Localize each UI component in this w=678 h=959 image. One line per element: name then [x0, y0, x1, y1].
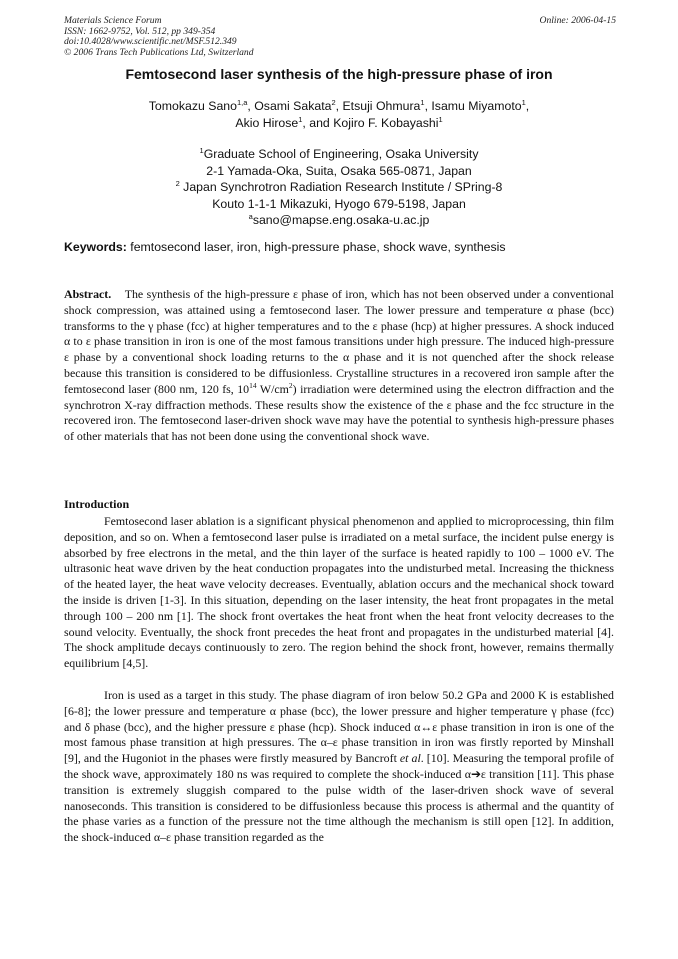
- journal-issn: ISSN: 1662-9752, Vol. 512, pp 349-354: [64, 25, 216, 37]
- abstract-sup: 2: [288, 380, 293, 390]
- abstract-text: W/cm: [256, 381, 289, 396]
- journal-doi: doi:10.4028/www.scientific.net/MSF.512.349: [64, 36, 237, 48]
- author-list: [0, 98, 678, 132]
- author-name: , and Kojiro F. Kobayashi: [302, 116, 439, 130]
- affil-text: Japan Synchrotron Radiation Research Institute / SPring-8: [179, 180, 503, 194]
- paragraph-text: Femtosecond laser ablation is a significant physical phenomenon and applied to microprocessing, thin film deposition, and so on. When a femtosecond laser pulse is irradiated on a metal surface, the incident pulse energy is absorbed by free electrons in the metal, and the thin layer of the surface is heated rapidly to 100 – 1000 eV. The ultrasonic heat wave driven by the heat conduction propagates into the undisturbed metal. Increasing the thickness of the heated layer, the heat wave velocity decreases. Eventually, ablation occurs and the mechanical shock toward the inside is driven [1-3]. In this situation, depending on the laser intensity, the heat front propagates in the metal through 100 – 200 nm [1]. The shock front overtakes the heat front when the heat front velocity decreases to the sound velocity. Eventually, the shock front precedes the heat front and propagates in the undisturbed material [4]. The shock amplitude decays continuously to zero. The region behind the shock front, however, remains thermally equilibrium [4,5].: [64, 514, 614, 671]
- corresponding-email: [0, 212, 678, 229]
- abstract: [64, 287, 617, 445]
- paper-title: Femtosecond laser synthesis of the high-pressure phase of iron: [125, 66, 553, 82]
- affiliations: [0, 146, 678, 229]
- abstract-sup: 14: [249, 380, 257, 390]
- abstract-label: Abstract.: [64, 287, 112, 301]
- author-affil-mark: 1: [438, 115, 443, 124]
- affil-text: Graduate School of Engineering, Osaka University: [203, 147, 479, 161]
- author-affil-mark: 1: [420, 98, 425, 107]
- section-heading-introduction: Introduction: [64, 497, 130, 511]
- journal-header: [64, 16, 616, 58]
- paragraph-text-part: . [10]. Measuring the temporal profile of the shock wave, approximately 180 ns was required to complete the shock-induced α➔ε transition [11]. This phase transition is extremely sluggish compared to the pulse width of the laser-driven shock wave of several nanoseconds. This transition is considered to be diffusionless because this process is athermal and the quantity of the phase varies as a function of the pressure not the time although the mechanism is still open [12]. In addition, the shock-induced α–ε phase transition regarded as the: [64, 751, 614, 845]
- author-name: Akio Hirose: [235, 116, 299, 130]
- affil-mark: 1: [199, 146, 204, 155]
- author-name: Tomokazu Sano: [148, 99, 237, 113]
- author-line-2: [0, 115, 678, 132]
- affiliation-2-address: Kouto 1-1-1 Mikazuki, Hyogo 679-5198, Japan: [212, 196, 466, 211]
- paragraph-text-part: Iron is used as a target in this study. The phase diagram of iron below 50.2 GPa and 2000 K is established [6-8]; the lower pressure and temperature α phase (bcc), the lower pressure and higher temperature γ phase (fcc) and δ phase (bcc), and the higher pressure ε phase (hcp). Shock induced α↔ε phase transition in iron is one of the most famous phase transition at high pressures. The α–ε phase transition in iron was firstly reported by Minshall [9], and the Hugoniot in the phases were firstly measured by Bancroft: [64, 688, 614, 766]
- online-date: Online: 2006-04-15: [539, 15, 616, 26]
- keywords-text: femtosecond laser, iron, high-pressure phase, shock wave, synthesis: [126, 240, 506, 254]
- author-affil-mark: 1: [521, 98, 526, 107]
- journal-name: Materials Science Forum: [64, 15, 162, 26]
- author-name: , Etsuji Ohmura: [335, 99, 421, 113]
- author-separator: ,: [525, 99, 530, 113]
- affiliation-1: [0, 146, 678, 163]
- author-affil-mark: 2: [331, 98, 336, 107]
- abstract-text: The synthesis of the high-pressure ε phase of iron, which has not been observed under a conventional shock compression, was attained using a femtosecond laser. The lower pressure and temperature α phase (bcc) transforms to the γ phase (fcc) at higher temperatures and to the ε phase (hcp) at higher pressures. A shock induced α to ε phase transition in iron is one of the most famous transitions under high pressure. The induced high-pressure ε phase by a conventional shock loading returns to the α phase and it is not quenched after the shock release because this transition is considered to be diffusionless. Crystalline structures in a recovered iron sample after the femtosecond laser (800 nm, 120 fs, 10: [64, 287, 617, 396]
- abstract-text: ) irradiation were determined using the electron diffraction and the synchrotron X-ray diffraction methods. These results show the existence of the ε phase and the fcc structure in the recovered iron. The femtosecond laser-driven shock wave may have the potential to synthesis high-pressure phases of other materials that has not been done using the conventional shock wave.: [64, 381, 614, 444]
- author-line-1: [0, 98, 678, 115]
- affil-mark: 2: [175, 179, 180, 188]
- paragraph-text: [64, 688, 614, 846]
- keywords-label: Keywords:: [64, 240, 127, 254]
- journal-copyright: © 2006 Trans Tech Publications Ltd, Switzerland: [64, 46, 254, 58]
- affiliation-1-address: 2-1 Yamada-Oka, Suita, Osaka 565-0871, Japan: [206, 163, 472, 178]
- email-mark: a: [248, 212, 253, 221]
- abstract-paragraph: [64, 287, 617, 445]
- author-name: , Osami Sakata: [247, 99, 332, 113]
- author-name: , Isamu Miyamoto: [424, 99, 522, 113]
- author-affil-mark: 1: [298, 115, 303, 124]
- email-text: sano@mapse.eng.osaka-u.ac.jp: [252, 213, 430, 227]
- paragraph-italic: et al: [399, 751, 421, 766]
- keywords: [64, 240, 624, 254]
- author-affil-mark: 1,a: [236, 98, 248, 107]
- affiliation-2: [0, 179, 678, 196]
- introduction-paragraph-2: [64, 688, 614, 846]
- introduction-paragraph-1: [64, 514, 614, 672]
